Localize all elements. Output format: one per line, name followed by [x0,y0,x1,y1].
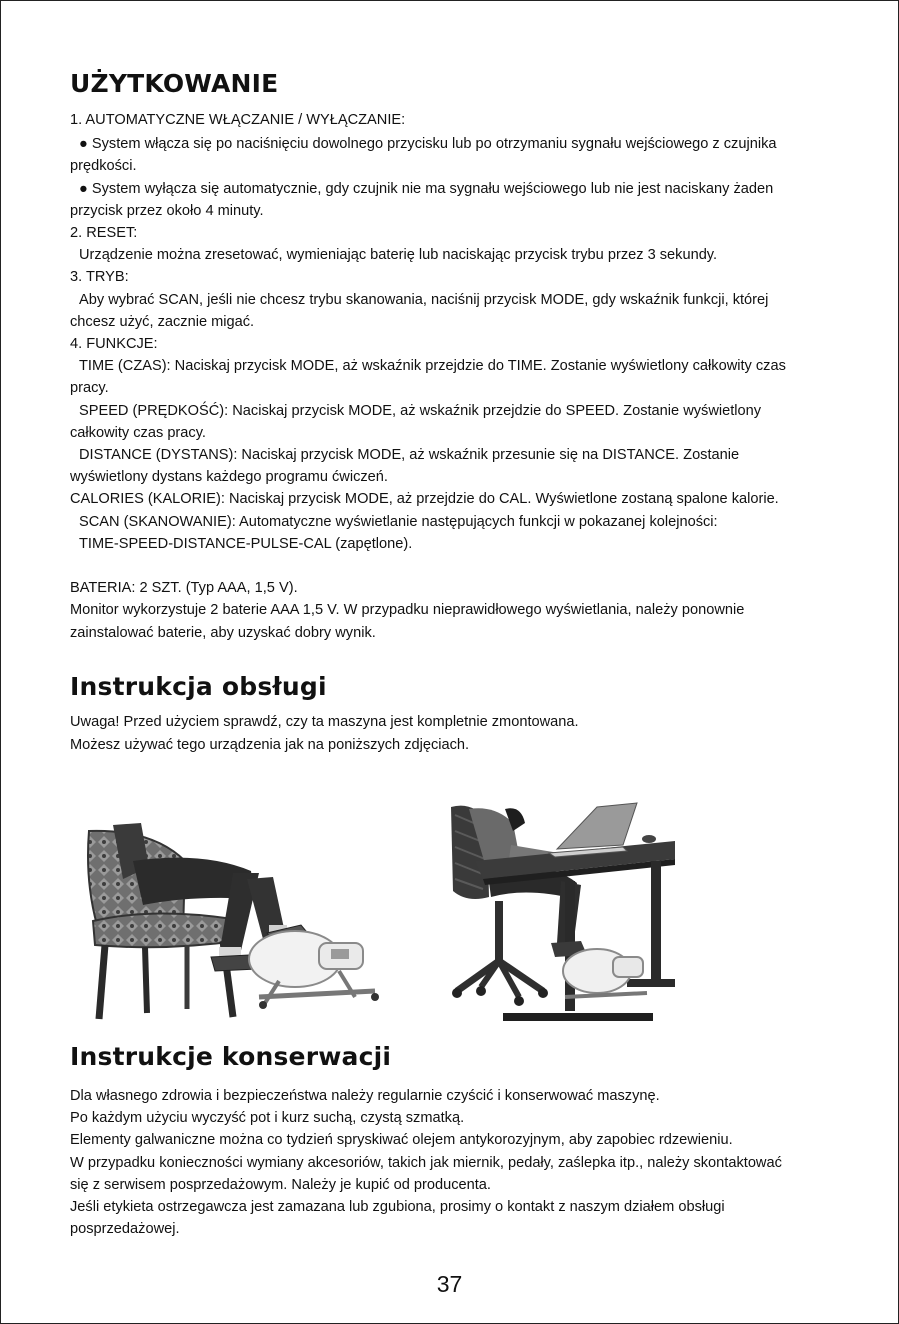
page-number: 37 [436,1271,463,1297]
usage-line: TIME (CZAS): Naciskaj przycisk MODE, aż wskaźnik przejdzie do TIME. Zostanie wyświetlony całkowity czas [79,358,786,374]
maintenance-line: Dla własnego zdrowia i bezpieczeństwa należy regularnie czyścić i konserwować maszynę. [70,1088,660,1104]
usage-line: 3. TRYB: [70,269,129,285]
maintenance-line: posprzedażowej. [70,1221,180,1237]
section-title-operation: Instrukcja obsługi [70,672,327,701]
usage-line: wyświetlony dystans każdego programu ćwiczeń. [70,469,388,485]
usage-line: ● System wyłącza się automatycznie, gdy czujnik nie ma sygnału wejściowego lub nie jest naciskany żaden [79,181,774,197]
maintenance-line: Jeśli etykieta ostrzegawcza jest zamazana lub zgubiona, prosimy o kontakt z naszym działem obsługi [70,1199,725,1215]
usage-line: prędkości. [70,158,137,174]
maintenance-line: W przypadku konieczności wymiany akcesoriów, takich jak miernik, pedały, zaślepka itp., należy skontaktować [70,1155,782,1171]
usage-line: pracy. [70,380,109,396]
usage-line: CALORIES (KALORIE): Naciskaj przycisk MODE, aż przejdzie do CAL. Wyświetlone zostaną spalone kalorie. [70,491,779,507]
usage-line: SPEED (PRĘDKOŚĆ): Naciskaj przycisk MODE, aż wskaźnik przejdzie do SPEED. Zostanie wyświetlony [79,403,762,419]
usage-line: chcesz użyć, zacznie migać. [70,314,255,330]
usage-line: SCAN (SKANOWANIE): Automatyczne wyświetlanie następujących funkcji w pokazanej kolejności: [79,514,718,530]
usage-line: DISTANCE (DYSTANS): Naciskaj przycisk MODE, aż wskaźnik przesunie się na DISTANCE. Zostanie [79,447,740,463]
battery-line: zainstalować baterie, aby uzyskać dobry wynik. [70,625,376,641]
maintenance-line: się z serwisem posprzedażowym. Należy je kupić od producenta. [70,1177,491,1193]
maintenance-line: Elementy galwaniczne można co tydzień spryskiwać olejem antykorozyjnym, aby zapobiec rdzewieniu. [70,1132,733,1148]
usage-line: 2. RESET: [70,225,138,241]
chair-usage-illustration [83,821,401,1021]
usage-line: 4. FUNKCJE: [70,336,158,352]
section-title-usage: UŻYTKOWANIE [70,69,279,98]
usage-line: Urządzenie można zresetować, wymieniając baterię lub naciskając przycisk trybu przez 3 sekundy. [79,247,718,263]
operation-line: Uwaga! Przed użyciem sprawdź, czy ta maszyna jest kompletnie zmontowana. [70,714,579,730]
usage-line: całkowity czas pracy. [70,425,206,441]
usage-line: TIME-SPEED-DISTANCE-PULSE-CAL (zapętlone). [79,536,413,552]
operation-line: Możesz używać tego urządzenia jak na poniższych zdjęciach. [70,737,470,753]
battery-line: Monitor wykorzystuje 2 baterie AAA 1,5 V. W przypadku nieprawidłowego wyświetlania, należy ponownie [70,602,745,618]
usage-line: Aby wybrać SCAN, jeśli nie chcesz trybu skanowania, naciśnij przycisk MODE, gdy wskaźnik funkcji, której [79,292,769,308]
usage-line: przycisk przez około 4 minuty. [70,203,264,219]
desk-usage-illustration [447,801,675,1033]
usage-line: ● System włącza się po naciśnięciu dowolnego przycisku lub po otrzymaniu sygnału wejściowego z czujnika [79,136,777,152]
maintenance-line: Po każdym użyciu wyczyść pot i kurz suchą, czystą szmatką. [70,1110,465,1126]
usage-line: 1. AUTOMATYCZNE WŁĄCZANIE / WYŁĄCZANIE: [70,112,406,128]
section-title-maintenance: Instrukcje konserwacji [70,1042,392,1071]
battery-line: BATERIA: 2 SZT. (Typ AAA, 1,5 V). [70,580,298,596]
desk-usage-photo [447,801,675,1033]
chair-usage-photo [83,821,401,1021]
